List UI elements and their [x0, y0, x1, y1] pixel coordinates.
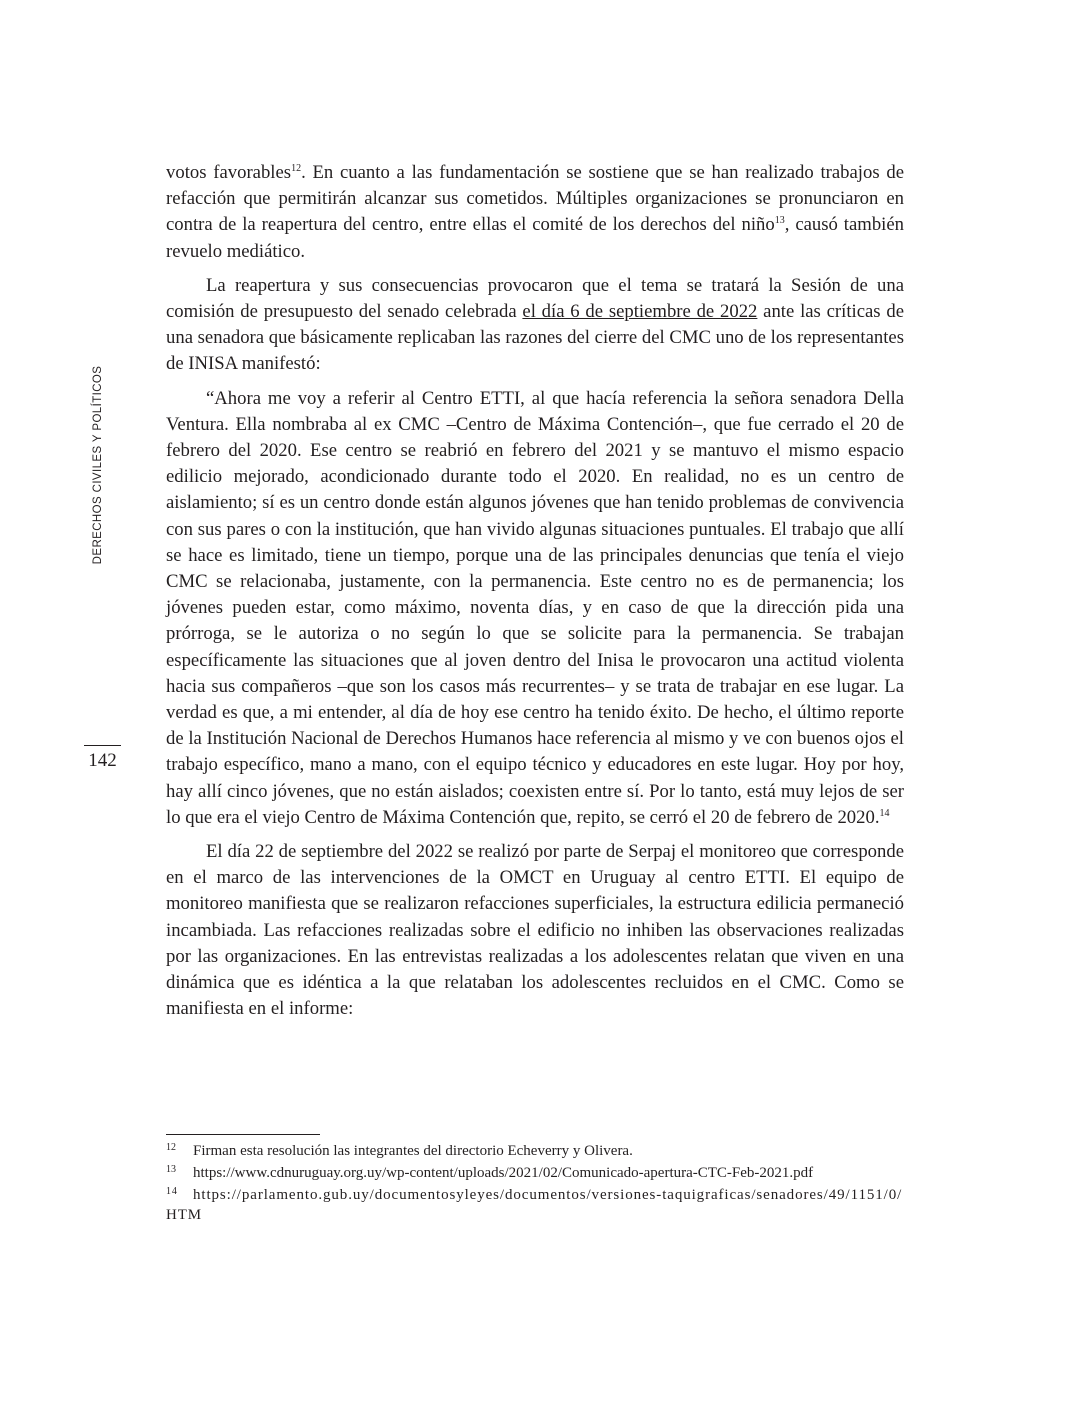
footnote-ref-13[interactable]: 13: [774, 215, 785, 227]
footnote-14: 14 https://parlamento.gub.uy/documentosyleyes/documentos/versiones-taquigraficas/senadores/49/1151/0/HTM: [166, 1186, 903, 1223]
footnote-12: 12 Firman esta resolución las integrantes del directorio Echeverry y Olivera.: [166, 1142, 633, 1159]
footnote-13: 13 https://www.cdnuruguay.org.uy/wp-content/uploads/2021/02/Comunicado-apertura-CTC-Feb-2021.pdf: [166, 1164, 814, 1181]
paragraph-quote: “Ahora me voy a referir al Centro ETTI, al que hacía referencia la señora senadora Della Ventura. Ella nombraba al ex CMC –Centro de Máxima Contención–, que fue cerrado el 20 de febrero del 2020. Ese centro se reabrió en febrero del 2021 y se mantuvo el mismo espacio edilicio mejorado, acondicionado durante todo el 2020. En realidad, no es un centro de aislamiento; sí es un centro donde están algunos jóvenes que han tenido problemas de convivencia con sus pares o con la institución, que han vivido algunas situaciones puntuales. El trabajo que allí se hace es limitado, tiene un tiempo, porque una de las principales denuncias que tenía el viejo CMC se relacionaba, justamente, con la permanencia. Este centro no es de permanencia; los jóvenes pueden estar, como máximo, noventa días, y en caso de que la dirección pida una prórroga, se le autoriza o no según lo que se solicite para la permanencia. Se trabajan específicamente las situaciones que al joven dentro del Inisa le provocaron una actitud violenta hacia sus compañeros –que son los casos más recurrentes– y se trata de trabajar en ese lugar. La verdad es que, a mi entender, al día de hoy ese centro ha tenido éxito. De hecho, el último reporte de la Institución Nacional de Derechos Humanos hace referencia al mismo y ve con buenos ojos el trabajo específico, mano a mano, con el equipo técnico y educadores en este lugar. Hoy por hoy, hay allí cinco jóvenes, que no están aislados; coexisten entre sí. Por lo tanto, está muy lejos de ser lo que era el viejo Centro de Máxima Contención que, repito, se cerró el 20 de febrero de 2020.14: [166, 387, 904, 828]
session-date-link[interactable]: el día 6 de septiembre de 2022: [522, 301, 758, 323]
paragraph-2: La reapertura y sus consecuencias provocaron que el tema se tratará la Sesión de una comisión de presupuesto del senado celebrada el día 6 de septiembre de 2022 ante las críticas de una senadora que básicamente replicaban las razones del cierre del CMC uno de los representantes de INISA manifestó:: [166, 274, 904, 375]
paragraph-1: votos favorables$^{12}$. En cuanto a las fundamentación se sostiene que se han realizado trabajos de refacción que permitirán alcanzar sus cometidos. Múltiples organizaciones se pronunciaron en contra de la reapertura del centro, entre ellas el comité de los derechos del niño$^{13}$, causó también revuelo mediático.: [166, 162, 905, 262]
page-number-rule: [84, 745, 121, 746]
paragraph-4: El día 22 de septiembre del 2022 se realizó por parte de Serpaj el monitoreo que corresponde en el marco de las intervenciones de la OMCT en Uruguay al centro ETTI. El equipo de monitoreo manifiesta que se realizaron refacciones superficiales, la estructura edilicia permaneció incambiada. Las refacciones realizadas sobre el edificio no inhiben las observaciones realizadas por las organizaciones. En las entrevistas realizadas a los adolescentes relatan que viven en una dinámica que es idéntica a la que relataban los adolescentes recluidos en el CMC. Como se manifiesta en el informe:: [166, 841, 904, 1020]
page-number: 142: [88, 750, 117, 771]
footnote-13-url[interactable]: https://www.cdnuruguay.org.uy/wp-content/uploads/2021/02/Comunicado-apertura-CTC-Feb-2021.pdf: [193, 1165, 814, 1181]
footnote-14-url[interactable]: https://parlamento.gub.uy/documentosyleyes/documentos/versiones-taquigraficas/senadores/49/1151/0/HTM: [166, 1187, 903, 1223]
footnote-ref-12[interactable]: 12: [291, 163, 302, 174]
footnote-separator: [166, 1134, 320, 1135]
footnotes: [166, 1141, 904, 1227]
body-text: [166, 160, 904, 1031]
section-side-title: DERECHOS CIVILES Y POLÍTICOS: [92, 365, 104, 565]
footnote-ref-14[interactable]: 14: [879, 807, 890, 819]
